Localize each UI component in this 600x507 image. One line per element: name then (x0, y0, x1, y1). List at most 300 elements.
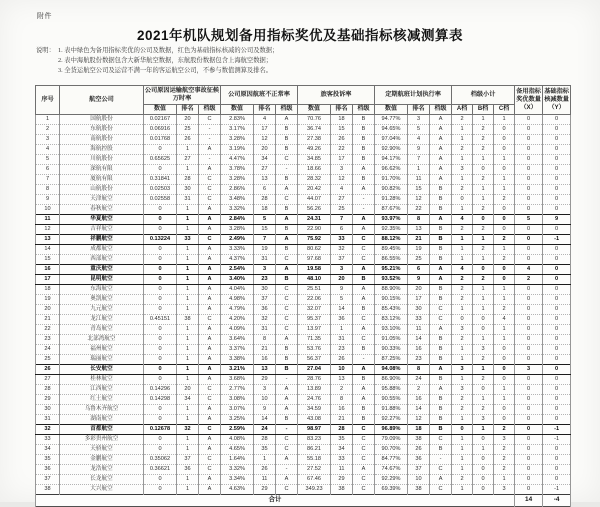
table-cell: 24.76 (298, 395, 331, 405)
table-cell: A (199, 325, 221, 335)
table-cell: 29 (254, 375, 276, 385)
table-cell: - (276, 465, 298, 475)
table-cell: 10 (331, 365, 353, 375)
table-cell: 1 (473, 395, 494, 405)
table-cell: 0 (543, 115, 571, 125)
table-cell: 1 (473, 445, 494, 455)
table-cell: B (353, 135, 375, 145)
table-cell: 2 (473, 245, 494, 255)
table-cell: 1 (36, 115, 60, 125)
table-cell: 1 (177, 345, 199, 355)
table-cell: 2 (494, 305, 515, 315)
table-cell: 0 (515, 245, 543, 255)
table-cell: 0 (543, 195, 571, 205)
table-cell: 3.32% (221, 205, 254, 215)
table-cell: 0 (473, 485, 494, 495)
table-cell: 1 (473, 195, 494, 205)
table-cell: 90.55% (375, 395, 408, 405)
table-cell: B (430, 405, 452, 415)
table-cell: 0 (473, 465, 494, 475)
table-cell: 0 (515, 415, 543, 425)
table-cell: C (199, 465, 221, 475)
table-cell: 1 (452, 235, 473, 245)
table-cell: 1 (494, 245, 515, 255)
table-cell: 3 (36, 135, 60, 145)
table-cell: B (430, 355, 452, 365)
notes-label: 说明： (36, 47, 55, 54)
table-cell: 3.68% (221, 375, 254, 385)
table-cell: 0 (543, 255, 571, 265)
table-cell: 26 (36, 365, 60, 375)
table-cell: 0 (543, 365, 571, 375)
table-cell: 94.08% (375, 365, 408, 375)
table-cell: 0 (144, 375, 177, 385)
table-cell: A (276, 335, 298, 345)
table-cell: C (276, 195, 298, 205)
table-cell: A (276, 265, 298, 275)
table-cell: 9 (331, 285, 353, 295)
table-cell: 29 (36, 395, 60, 405)
table-cell: 85.43% (375, 305, 408, 315)
table-cell: 16 (36, 265, 60, 275)
table-cell: - (276, 425, 298, 435)
table-cell: 70.76 (298, 115, 331, 125)
table-cell: 天津航空 (60, 195, 144, 205)
table-cell: A (430, 175, 452, 185)
table-cell: 0 (543, 175, 571, 185)
table-cell: A (199, 365, 221, 375)
table-row (36, 135, 571, 145)
table-cell: 4 (36, 145, 60, 155)
table-row (36, 445, 571, 455)
table-cell: C (353, 475, 375, 485)
table-cell: 3 (452, 365, 473, 375)
table-cell: 28 (254, 435, 276, 445)
table-cell: A (199, 405, 221, 415)
table-cell: 31 (254, 325, 276, 335)
table-cell: 龙浩航空 (60, 465, 144, 475)
table-cell: 0.02503 (144, 185, 177, 195)
table-cell: 0 (543, 145, 571, 155)
table-cell: 32 (254, 315, 276, 325)
table-cell: 34 (36, 445, 60, 455)
table-cell: 0 (144, 215, 177, 225)
table-cell: 0 (515, 135, 543, 145)
table-cell: 28 (177, 175, 199, 185)
table-cell: 36 (36, 465, 60, 475)
table-cell: 0.06916 (144, 125, 177, 135)
table-cell: 34.59 (298, 405, 331, 415)
table-row (36, 235, 571, 245)
total-row (36, 495, 571, 507)
table-cell: B (353, 125, 375, 135)
table-cell: 27 (331, 195, 353, 205)
table-cell: 0 (144, 275, 177, 285)
calculation-table (35, 85, 571, 507)
table-cell: 83.12% (375, 315, 408, 325)
table-cell: 35 (331, 435, 353, 445)
table-cell: 0 (515, 125, 543, 135)
table-cell: 3.40% (221, 275, 254, 285)
table-row (36, 325, 571, 335)
table-cell: 0 (473, 325, 494, 335)
table-cell: B (430, 205, 452, 215)
table-cell: 0 (144, 365, 177, 375)
table-cell: 0 (543, 445, 571, 455)
table-cell: 25.51 (298, 285, 331, 295)
table-cell: 36.74 (298, 125, 331, 135)
table-cell: 3.28% (221, 135, 254, 145)
table-cell: 29 (331, 475, 353, 485)
table-cell: A (353, 365, 375, 375)
header-group-complaint-rate: 旅客投诉率 (298, 86, 375, 105)
table-cell: 1 (408, 165, 430, 175)
table-cell: 27.38 (298, 135, 331, 145)
table-cell: 0 (494, 365, 515, 375)
table-cell: C (430, 315, 452, 325)
table-cell: B (430, 335, 452, 345)
table-cell: 34 (177, 395, 199, 405)
table-cell: B (430, 225, 452, 235)
table-cell: 94.17% (375, 155, 408, 165)
table-cell: 首都航空 (60, 425, 144, 435)
table-cell: 1 (177, 375, 199, 385)
table-cell: -1 (543, 425, 571, 435)
table-cell: 22 (408, 205, 430, 215)
table-cell: 11 (408, 325, 430, 335)
table-cell: 1 (452, 445, 473, 455)
table-cell: 0 (473, 455, 494, 465)
table-cell: 18 (408, 425, 430, 435)
table-cell: 4 (515, 265, 543, 275)
table-cell: 24 (254, 425, 276, 435)
table-cell: 1 (473, 185, 494, 195)
table-cell: 0 (515, 235, 543, 245)
table-cell: C (276, 295, 298, 305)
table-cell: 1 (177, 305, 199, 315)
table-cell: 3 (452, 385, 473, 395)
table-row (36, 335, 571, 345)
table-cell: 0 (494, 165, 515, 175)
table-cell: 19 (254, 245, 276, 255)
table-cell: 20.42 (298, 185, 331, 195)
table-cell: 0 (543, 325, 571, 335)
table-cell: 23 (331, 345, 353, 355)
table-cell: 0 (515, 385, 543, 395)
table-cell: 3.08% (221, 395, 254, 405)
table-cell: 1 (494, 335, 515, 345)
table-cell: 0.12678 (144, 425, 177, 435)
table-cell: 30 (408, 305, 430, 315)
table-cell: 1 (177, 275, 199, 285)
table-cell: B (353, 375, 375, 385)
table-cell: 1 (473, 255, 494, 265)
table-cell: A (199, 145, 221, 155)
table-row (36, 435, 571, 445)
table-cell: 24 (408, 375, 430, 385)
subheader-grade-b: B档 (473, 104, 494, 115)
table-cell: 0 (543, 475, 571, 485)
table-cell: - (353, 205, 375, 215)
table-cell: 0.35062 (144, 455, 177, 465)
table-cell: 0 (494, 345, 515, 355)
table-cell: 1 (452, 245, 473, 255)
table-cell: A (430, 475, 452, 485)
table-cell: 9 (36, 195, 60, 205)
table-cell: 88.90% (375, 285, 408, 295)
table-cell: 3.33% (221, 245, 254, 255)
table-cell: 0 (144, 205, 177, 215)
table-cell: 3 (494, 485, 515, 495)
table-cell: 17 (408, 295, 430, 305)
table-cell: 2.59% (221, 425, 254, 435)
table-cell: 20 (177, 385, 199, 395)
table-cell: 0.31841 (144, 175, 177, 185)
table-cell: 0 (515, 255, 543, 265)
table-cell: A (199, 165, 221, 175)
table-cell: 福州航空 (60, 345, 144, 355)
table-cell: 14 (254, 415, 276, 425)
table-cell: 12 (254, 135, 276, 145)
table-cell: 0 (515, 335, 543, 345)
table-cell: B (430, 255, 452, 265)
table-cell: 22.06 (298, 295, 331, 305)
subheader-grade-c: C档 (494, 104, 515, 115)
table-cell: A (199, 445, 221, 455)
table-cell: 厦航有限 (60, 175, 144, 185)
table-cell: 38 (331, 485, 353, 495)
table-cell: 山航股份 (60, 185, 144, 195)
table-cell: 12 (408, 415, 430, 425)
table-cell: 9 (408, 275, 430, 285)
table-cell: 32.07 (298, 305, 331, 315)
table-cell: 1 (494, 115, 515, 125)
table-cell: 3 (254, 265, 276, 275)
table-cell: C (276, 325, 298, 335)
table-cell: 349.23 (298, 485, 331, 495)
table-cell: 0 (515, 185, 543, 195)
table-cell: A (430, 135, 452, 145)
table-cell: A (276, 455, 298, 465)
table-cell: B (276, 225, 298, 235)
table-cell: 2 (494, 255, 515, 265)
table-cell: A (276, 185, 298, 195)
table-cell: C (353, 315, 375, 325)
table-cell: 0 (543, 415, 571, 425)
table-cell: A (199, 245, 221, 255)
table-cell: 1 (177, 485, 199, 495)
table-cell: A (430, 325, 452, 335)
table-cell: 27.52 (298, 465, 331, 475)
table-cell: 3 (452, 325, 473, 335)
table-cell: 27 (254, 165, 276, 175)
table-cell: 12 (408, 195, 430, 205)
table-cell: 1 (177, 265, 199, 275)
table-cell: 2 (452, 405, 473, 415)
table-cell: 4 (494, 315, 515, 325)
table-cell: 2 (36, 125, 60, 135)
table-cell: 3 (452, 165, 473, 175)
table-cell: 14 (331, 305, 353, 315)
table-cell: 0.14298 (144, 395, 177, 405)
table-cell: 1 (452, 375, 473, 385)
table-cell: 86.21 (298, 445, 331, 455)
table-cell: 36 (331, 315, 353, 325)
table-cell: 7 (36, 175, 60, 185)
table-cell: 38 (177, 315, 199, 325)
notes-block (36, 46, 456, 75)
table-cell: 90.70% (375, 445, 408, 455)
table-cell: - (430, 455, 452, 465)
table-cell: 4.08% (221, 435, 254, 445)
table-cell: 0 (515, 455, 543, 465)
table-cell: 20 (331, 275, 353, 285)
table-cell: 1 (177, 145, 199, 155)
table-cell: 3.19% (221, 145, 254, 155)
table-cell: 0 (144, 335, 177, 345)
table-cell: 14 (408, 405, 430, 415)
table-cell: 1 (494, 325, 515, 335)
table-row (36, 365, 571, 375)
table-cell: B (430, 245, 452, 255)
table-cell: 2 (452, 115, 473, 125)
table-cell: B (353, 305, 375, 315)
table-cell: A (199, 355, 221, 365)
table-cell: A (199, 435, 221, 445)
table-cell: A (353, 385, 375, 395)
table-cell: 18 (36, 285, 60, 295)
table-cell: C (199, 385, 221, 395)
table-cell: 1 (473, 285, 494, 295)
table-cell: 38 (408, 485, 430, 495)
table-cell: 1 (452, 125, 473, 135)
table-cell: C (353, 335, 375, 345)
table-cell: 37 (177, 455, 199, 465)
table-cell: 16 (408, 395, 430, 405)
table-cell: 28 (254, 195, 276, 205)
table-cell: 2 (473, 355, 494, 365)
table-cell: 17 (36, 275, 60, 285)
table-cell: 0 (144, 415, 177, 425)
table-row (36, 265, 571, 275)
table-cell: 2 (494, 195, 515, 205)
header-group-irregular-flight-rate: 公司原因航班不正常率 (221, 86, 298, 105)
table-cell: A (353, 165, 375, 175)
table-cell: 2 (452, 285, 473, 295)
table-cell: 23 (36, 335, 60, 345)
table-cell: B (353, 405, 375, 415)
table-cell: 6 (254, 185, 276, 195)
table-cell: 23 (408, 355, 430, 365)
table-cell: C (430, 305, 452, 315)
table-cell: 1 (494, 475, 515, 485)
table-cell: B (353, 175, 375, 185)
table-cell: A (430, 145, 452, 155)
table-cell: 33 (408, 315, 430, 325)
table-cell: 4 (452, 215, 473, 225)
table-cell: A (199, 345, 221, 355)
table-cell: 91.88% (375, 405, 408, 415)
table-cell: 0 (494, 135, 515, 145)
table-cell: 55.18 (298, 455, 331, 465)
header-group-execution-rate: 定期航班计划执行率 (375, 86, 452, 105)
table-cell: 0 (543, 455, 571, 465)
table-cell: 1 (452, 465, 473, 475)
table-cell: 16 (254, 355, 276, 365)
table-cell: C (353, 455, 375, 465)
table-cell: 2 (473, 125, 494, 135)
table-cell: 15 (331, 125, 353, 135)
table-cell: 2 (473, 275, 494, 285)
table-cell: 3 (254, 385, 276, 395)
table-cell: 36 (177, 465, 199, 475)
table-cell: 1 (177, 415, 199, 425)
table-cell: 15 (408, 185, 430, 195)
table-cell: B (276, 125, 298, 135)
table-cell: 17 (254, 125, 276, 135)
table-cell: 32 (331, 245, 353, 255)
table-cell: 12 (36, 225, 60, 235)
table-row (36, 455, 571, 465)
table-cell: 0 (515, 355, 543, 365)
table-cell: 1 (473, 365, 494, 375)
table-cell: 奥凯航空 (60, 295, 144, 305)
table-cell: 90.15% (375, 295, 408, 305)
table-cell: 96.62% (375, 165, 408, 175)
table-cell: 2 (452, 295, 473, 305)
table-cell: 37 (36, 475, 60, 485)
table-cell: A (276, 215, 298, 225)
table-cell: 1 (452, 305, 473, 315)
table-cell: B (353, 155, 375, 165)
table-cell: 北部湾航空 (60, 335, 144, 345)
table-cell: 7 (408, 155, 430, 165)
table-cell: A (276, 115, 298, 125)
table-row (36, 145, 571, 155)
table-cell: 21 (36, 315, 60, 325)
table-cell: 0 (144, 445, 177, 455)
table-cell: 2.86% (221, 185, 254, 195)
table-row (36, 405, 571, 415)
table-cell: A (430, 125, 452, 135)
table-cell: 0 (473, 435, 494, 445)
table-cell: A (199, 265, 221, 275)
table-cell: 0 (543, 275, 571, 285)
table-cell: 37 (408, 465, 430, 475)
table-cell: 1.64% (221, 455, 254, 465)
table-cell: 国航股份 (60, 115, 144, 125)
table-cell: 0 (144, 165, 177, 175)
table-cell: 3.64% (221, 335, 254, 345)
table-cell: 9 (408, 145, 430, 155)
table-cell: B (276, 205, 298, 215)
table-cell: 27 (36, 375, 60, 385)
table-cell: 13 (408, 225, 430, 235)
table-cell: 0 (515, 325, 543, 335)
table-cell: 84.77% (375, 455, 408, 465)
table-cell: 2 (473, 135, 494, 145)
table-cell: 0 (515, 155, 543, 165)
table-cell: - (276, 165, 298, 175)
table-cell: 29 (254, 485, 276, 495)
table-cell: 2 (452, 225, 473, 235)
table-cell: -1 (543, 435, 571, 445)
table-cell: C (430, 485, 452, 495)
table-row (36, 355, 571, 365)
table-row (36, 165, 571, 175)
table-cell: 48.10 (298, 275, 331, 285)
table-cell: 2 (408, 385, 430, 395)
